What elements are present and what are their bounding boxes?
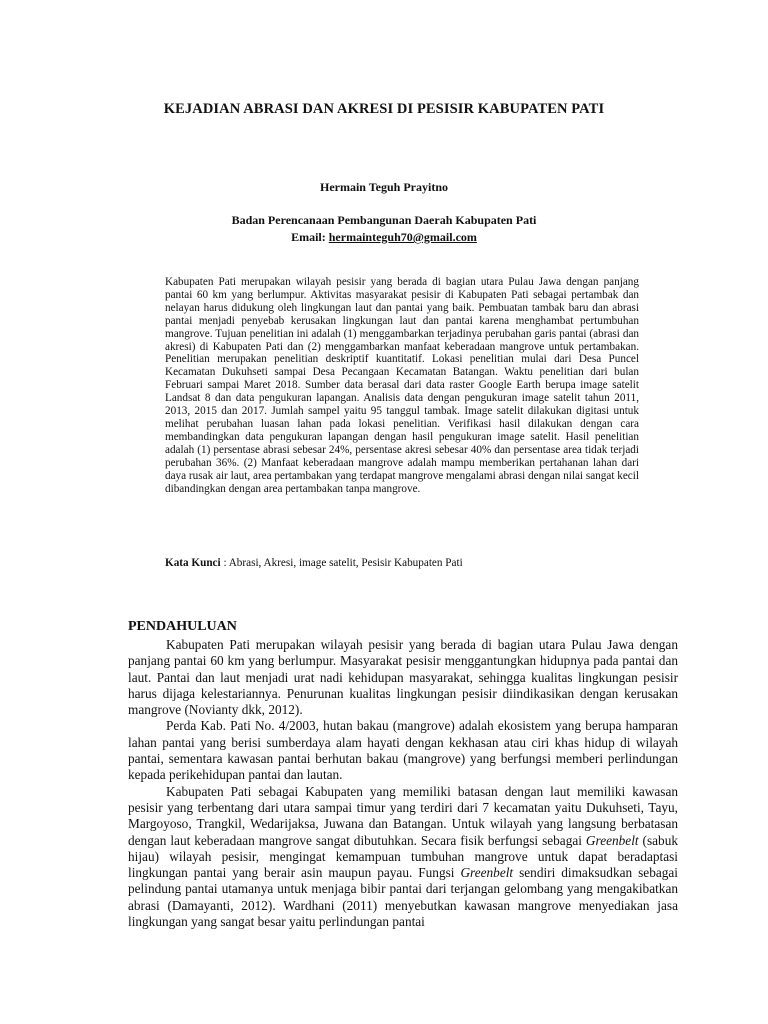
affiliation-block — [0, 212, 768, 246]
italic-term: Greenbelt — [585, 832, 639, 848]
email-link[interactable]: hermainteguh70@gmail.com — [328, 230, 477, 244]
paragraph: Perda Kab. Pati No. 4/2003, hutan bakau (mangrove) adalah ekosistem yang berupa hamparan lahan pantai yang berisi sumberdaya alam hayati dengan kekhasan atau ciri khas hidup di wilayah pantai, sementara kawasan pantai berhutan bakau (mangrove) yang berfungsi memberi perlindungan kepada perikehidupan pantai dan lautan. — [128, 718, 678, 783]
italic-term: Greenbelt — [460, 865, 514, 881]
email-line — [0, 229, 768, 246]
author-name: Hermain Teguh Prayitno — [319, 180, 448, 194]
paragraph-text: sendiri dimaksudkan sebagai pelindung pantai utamanya untuk menjaga bibir pantai dari terjangan gelombang yang mengakibatkan abrasi (Damayanti, 2012). Wardhani (2011) menyebutkan kawasan mangrove menyediakan jasa lingkungan yang sangat besar yaitu perlindungan pantai — [128, 865, 678, 930]
email-label: Email: — [291, 230, 329, 244]
abstract: Kabupaten Pati merupakan wilayah pesisir yang berada di bagian utara Pulau Jawa dengan panjang pantai 60 km yang berlumpur. Aktivitas masyarakat pesisir di Kabupaten Pati sebagai pertambak dan nelayan harus didukung oleh lingkungan laut dan pantai yang baik. Pembuatan tambak baru dan abrasi pantai menjadi penyebab kerusakan lingkungan laut dan pantai karena menghambat pertumbuhan mangrove. Tujuan penelitian ini adalah (1) menggambarkan terjadinya perubahan garis pantai (abrasi dan akresi) di Kabupaten Pati dan (2) menggambarkan manfaat keberadaan mangrove untuk pertambakan. Penelitian merupakan penelitian deskriptif kuantitatif. Lokasi penelitian mulai dari Desa Puncel Kecamatan Dukuhseti sampai Desa Pecangaan Kecamatan Batangan. Waktu penelitian dari bulan Februari sampai Maret 2018. Sumber data berasal dari data raster Google Earth berupa image satelit Landsat 8 dan data pengukuran lapangan. Analisis data dengan pengukuran image satelit tahun 2011, 2013, 2015 dan 2017. Jumlah sampel yaitu 95 tanggul tambak. Image satelit dilakukan digitasi untuk melihat perubahan luasan lahan pada lokasi penelitian. Verifikasi hasil dilakukan dengan cara membandingkan data pengukuran lapangan dengan hasil pengukuran image satelit. Hasil penelitian adalah (1) persentase abrasi sebesar 24%, persentase akresi sebesar 40% dan persentase area tidak terjadi perubahan 36%. (2) Manfaat keberadaan mangrove adalah mampu memberikan pertahanan lahan dari daya rusak air laut, area pertambakan yang terdapat mangrove mengalami abrasi dengan nilai sangat kecil dibandingkan dengan area pertambakan tanpa mangrove. — [165, 276, 639, 495]
paragraph — [128, 784, 678, 931]
keywords-label: Kata Kunci — [165, 557, 221, 569]
paragraph: Kabupaten Pati merupakan wilayah pesisir yang berada di bagian utara Pulau Jawa dengan panjang pantai 60 km yang berlumpur. Masyarakat pesisir menggantungkan hidupnya pada pantai dan laut. Pantai dan laut menjadi urat nadi kehidupan masyarakat, sehingga kualitas lingkungan pesisir harus dijaga kelestariannya. Penurunan kualitas lingkungan pesisir diindikasikan dengan kerusakan mangrove (Novianty dkk, 2012). — [128, 637, 678, 718]
body-text — [128, 637, 678, 930]
section-heading: PENDAHULUAN — [128, 619, 237, 634]
paragraph-text: (sabuk hijau) wilayah pesisir, mengingat kemampuan tumbuhan mangrove untuk dapat beradaptasi lingkungan pantai yang berair asin maupun payau. Fungsi — [128, 832, 679, 881]
paper-title: KEJADIAN ABRASI DAN AKRESI DI PESISIR KABUPATEN PATI — [163, 101, 605, 117]
affiliation: Badan Perencanaan Pembangunan Daerah Kabupaten Pati — [231, 213, 537, 227]
keywords-text: : Abrasi, Akresi, image satelit, Pesisir Kabupaten Pati — [220, 557, 463, 569]
keywords — [165, 557, 639, 569]
paragraph-text: Kabupaten Pati sebagai Kabupaten yang memiliki batasan dengan laut memiliki kawasan pesisir yang terbentang dari utara sampai timur yang terdiri dari 7 kecamatan yaitu Dukuhseti, Tayu, Margoyoso, Trangkil, Wedarijaksa, Juwana dan Batangan. Untuk wilayah yang langsung berbatasan dengan laut keberadaan mangrove sangat dibutuhkan. Secara fisik berfungsi sebagai — [128, 783, 678, 848]
